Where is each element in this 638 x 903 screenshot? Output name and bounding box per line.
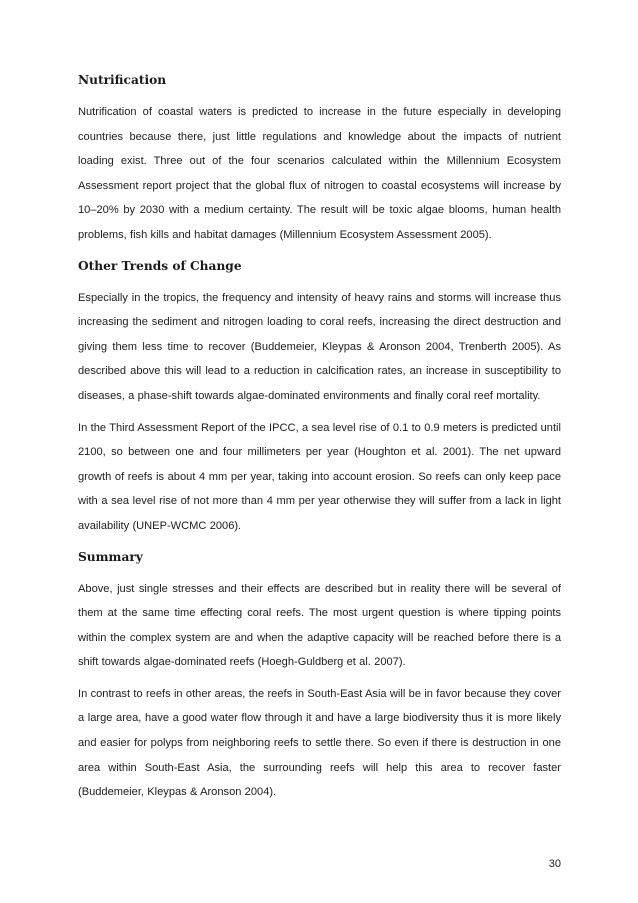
paragraph: Above, just single stresses and their effects are described but in reality there will be several of them at the same time effecting coral reefs. The most urgent question is where tipping points within the complex system are and when the adaptive capacity will be reached before there is a shift towards algae-dominated reefs (Hoegh-Guldberg et al. 2007). <box>78 582 561 669</box>
paragraph: Nutrification of coastal waters is predicted to increase in the future especially in developing countries because there, just little regulations and knowledge about the impacts of nutrient loading exist. Three out of the four scenarios calculated within the Millennium Ecosystem Assessment report project that the global flux of nitrogen to coastal ecosystems will increase by 10–20% by 2030 with a medium certainty. The result will be toxic algae blooms, human health problems, fish kills and habitat damages (Millennium Ecosystem Assessment 2005). <box>78 106 561 241</box>
page-body <box>78 72 561 812</box>
section-summary <box>78 549 561 805</box>
section-nutrification <box>78 72 561 248</box>
page-number: 30 <box>548 858 561 870</box>
paragraph: In contrast to reefs in other areas, the reefs in South-East Asia will be in favor because they cover a large area, have a good water flow through it and have a large biodiversity thus it is more likely and easier for polyps from neighboring reefs to settle there. So even if there is destruction in one area within South-East Asia, the surrounding reefs will help this area to recover faster (Buddemeier, Kleypas & Aronson 2004). <box>78 687 561 799</box>
section-heading: Nutrification <box>78 73 167 87</box>
section-heading: Other Trends of Change <box>78 258 242 273</box>
section-heading: Summary <box>78 549 143 564</box>
section-other-trends-of-change <box>78 258 561 539</box>
paragraph: In the Third Assessment Report of the IPCC, a sea level rise of 0.1 to 0.9 meters is predicted until 2100, so between one and four millimeters per year (Houghton et al. 2001). The net upward growth of reefs is about 4 mm per year, taking into account erosion. So reefs can only keep pace with a sea level rise of not more than 4 mm per year otherwise they will suffer from a lack in light availability (UNEP-WCMC 2006). <box>78 421 561 532</box>
paragraph: Especially in the tropics, the frequency and intensity of heavy rains and storms will increase thus increasing the sediment and nitrogen loading to coral reefs, increasing the direct destruction and giving them less time to recover (Buddemeier, Kleypas & Aronson 2004, Trenberth 2005). As described above this will lead to a reduction in calcification rates, an increase in susceptibility to diseases, a phase-shift towards algae-dominated environments and finally coral reef mortality. <box>78 291 561 402</box>
